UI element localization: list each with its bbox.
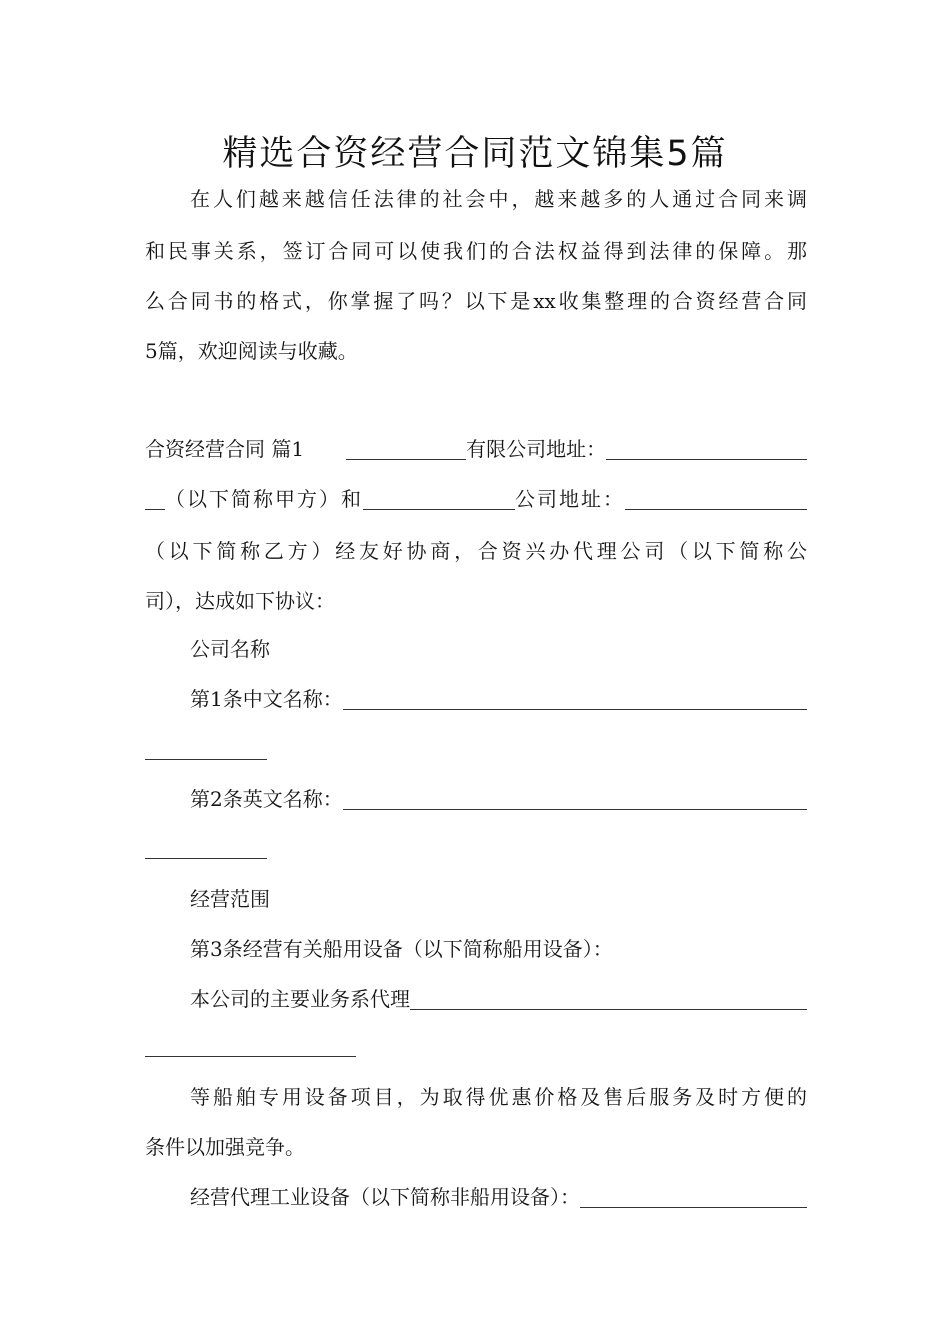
party-a-address-blank: [606, 437, 807, 460]
intro-line-1: 在人们越来越信任法律的社会中，越来越多的人通过合同来调: [190, 187, 807, 211]
article-2-row: [190, 784, 807, 814]
contract-heading: 合资经营合同 篇1: [145, 437, 305, 461]
industrial-blank: [580, 1185, 807, 1208]
party-a-address-blank-cont: [145, 488, 165, 510]
article-1-blank-cont: [145, 759, 267, 760]
party-a-label: （以下简称甲方）和: [165, 487, 363, 511]
article-2-blank: [343, 787, 807, 810]
section-scope: 经营范围: [190, 887, 270, 911]
article-1-row: [190, 684, 807, 714]
main-business-row: [190, 984, 807, 1014]
industrial-label: 经营代理工业设备（以下简称非船用设备）：: [190, 1185, 580, 1209]
contract-heading-row: [145, 434, 807, 464]
party-b-address-blank: [625, 487, 807, 510]
main-business-blank-cont: [145, 1056, 356, 1057]
intro-line-2: 和民事关系，签订合同可以使我们的合法权益得到法律的保障。那: [145, 239, 807, 263]
document-title: 精选合资经营合同范文锦集5篇: [222, 134, 728, 174]
article-1-label: 第1条中文名称：: [190, 687, 343, 711]
party-a-row: [145, 484, 807, 514]
party-b-company-label: 公司地址：: [515, 487, 625, 511]
party-a-company-label: 有限公司地址：: [466, 437, 607, 461]
agreement-line: 司），达成如下协议：: [145, 589, 335, 613]
main-business-label: 本公司的主要业务系代理: [190, 987, 410, 1011]
article-1-blank: [343, 687, 807, 710]
section-company-name: 公司名称: [190, 637, 270, 661]
party-a-name-blank: [346, 438, 466, 460]
intro-line-3: 么合同书的格式，你掌握了吗？以下是xx收集整理的合资经营合同: [145, 289, 807, 313]
article-2-label: 第2条英文名称：: [190, 787, 343, 811]
marine-line-1: 等船舶专用设备项目，为取得优惠价格及售后服务及时方便的: [190, 1085, 807, 1109]
industrial-row: [190, 1182, 807, 1212]
party-b-name-blank: [363, 488, 515, 510]
intro-line-4: 5篇，欢迎阅读与收藏。: [145, 339, 358, 363]
article-2-blank-cont: [145, 858, 267, 859]
party-b-line: （以下简称乙方）经友好协商，合资兴办代理公司（以下简称公: [145, 539, 807, 563]
marine-line-2: 条件以加强竞争。: [145, 1135, 305, 1159]
main-business-blank: [410, 987, 807, 1010]
article-3: 第3条经营有关船用设备（以下简称船用设备）：: [190, 937, 613, 961]
